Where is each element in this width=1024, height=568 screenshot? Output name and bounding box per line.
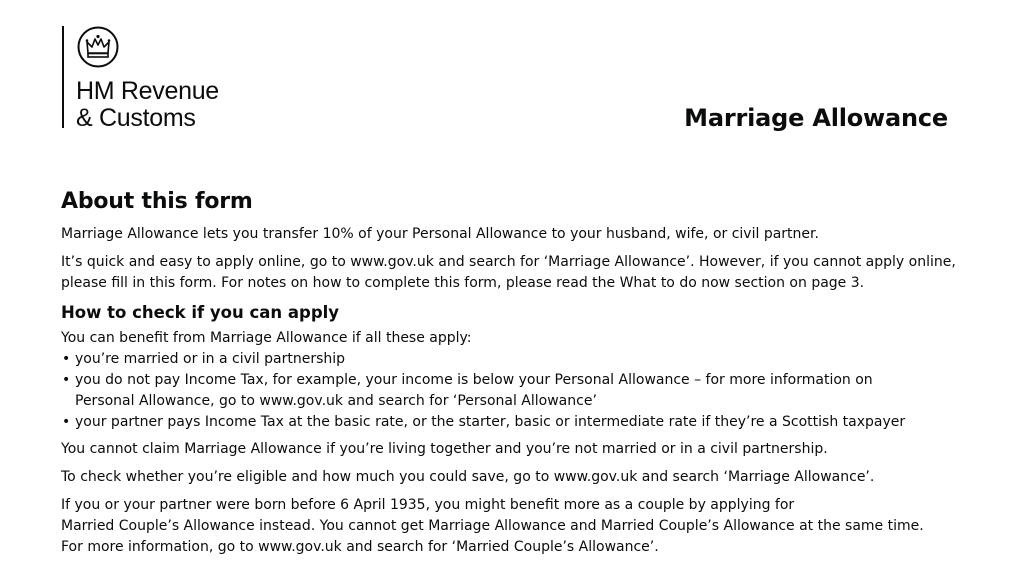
check-eligibility-paragraph: To check whether you’re eligible and how much you could save, go to www.gov.uk and search ‘Marriage Allowance’. xyxy=(61,469,875,485)
hmrc-logo xyxy=(62,26,219,132)
check-heading: How to check if you can apply xyxy=(61,303,340,322)
born-before-line-3: For more information, go to www.gov.uk and search for ‘Married Couple’s Allowance’. xyxy=(61,539,659,555)
list-item: • you’re married or in a civil partnership xyxy=(61,349,971,370)
form-content xyxy=(61,186,971,565)
list-item: • your partner pays Income Tax at the basic rate, or the starter, basic or intermediate rate if they’re a Scottish taxpayer xyxy=(61,412,971,433)
check-intro: You can benefit from Marriage Allowance if all these apply: xyxy=(61,330,472,346)
org-name-line-1: HM Revenue xyxy=(76,77,219,105)
crown-crest-icon xyxy=(77,26,119,68)
born-before-paragraph xyxy=(61,495,971,558)
about-paragraph-2 xyxy=(61,252,971,294)
form-title: Marriage Allowance xyxy=(684,104,948,132)
about-paragraph-2-line-2: please fill in this form. For notes on how to complete this form, please read the What to do now section on page 3. xyxy=(61,275,865,291)
born-before-line-1: If you or your partner were born before 6 April 1935, you might benefit more as a couple by applying for xyxy=(61,497,795,513)
list-item: • you do not pay Income Tax, for example, your income is below your Personal Allowance – for more information on Personal Allowance, go to www.gov.uk and search for ‘Personal Allowance’ xyxy=(61,370,971,412)
about-heading: About this form xyxy=(61,189,253,214)
org-name-line-2: & Customs xyxy=(76,104,196,132)
born-before-line-2: Married Couple’s Allowance instead. You cannot get Marriage Allowance and Married Couple’s Allowance at the same time. xyxy=(61,518,924,534)
organisation-name xyxy=(76,78,219,132)
about-paragraph-1: Marriage Allowance lets you transfer 10% of your Personal Allowance to your husband, wife, or civil partner. xyxy=(61,226,819,242)
eligibility-list xyxy=(61,349,971,433)
about-paragraph-2-line-1: It’s quick and easy to apply online, go to www.gov.uk and search for ‘Marriage Allowance’. However, if you cannot apply online, xyxy=(61,254,956,270)
not-eligible-paragraph: You cannot claim Marriage Allowance if you’re living together and you’re not married or in a civil partnership. xyxy=(61,441,828,457)
